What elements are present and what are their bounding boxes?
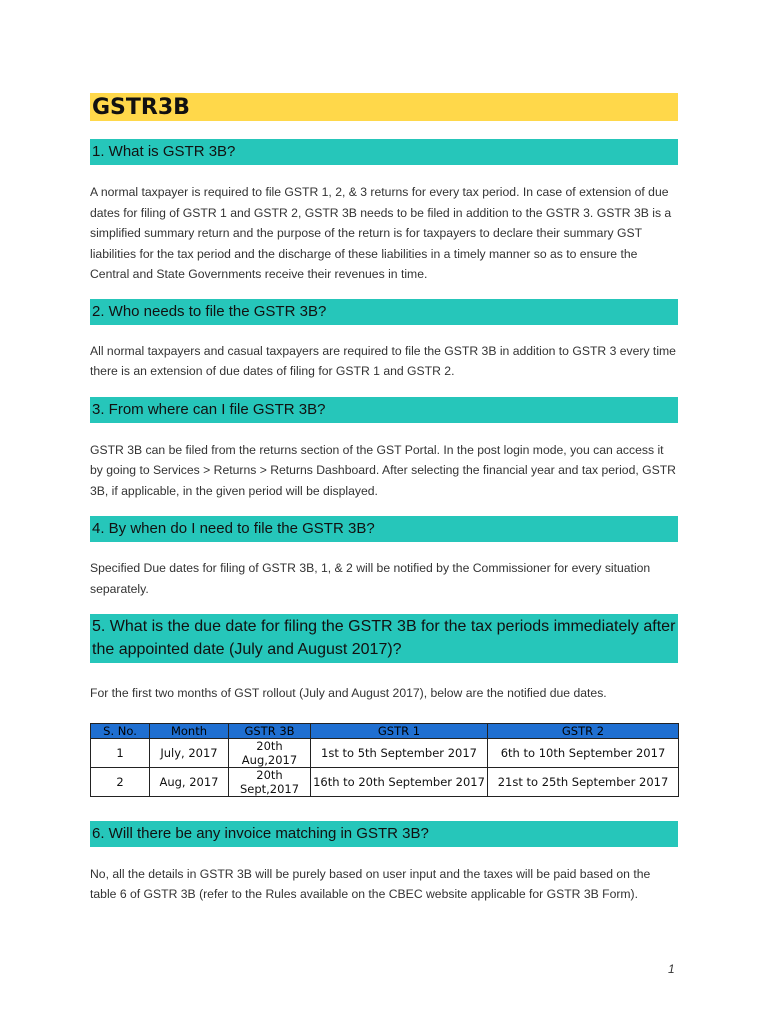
table-cell: 20th Sept,2017	[229, 767, 311, 796]
section-6-body: No, all the details in GSTR 3B will be purely based on user input and the taxes will be paid based on the table 6 of GSTR 3B (refer to the Rules available on the CBEC website applicable for GSTR 3B Form).	[90, 866, 651, 901]
table-header-cell: S. No.	[91, 723, 150, 738]
table-cell: 1st to 5th September 2017	[311, 738, 488, 767]
table-header-cell: GSTR 3B	[229, 723, 311, 738]
section-5-heading: 5. What is the due date for filing the GSTR 3B for the tax periods immediately after the appointed date (July and August 2017)?	[90, 614, 678, 663]
table-cell: 16th to 20th September 2017	[311, 767, 488, 796]
table-row	[91, 738, 679, 767]
table-header-cell: Month	[150, 723, 229, 738]
section-1-body: A normal taxpayer is required to file GSTR 1, 2, & 3 returns for every tax period. In case of extension of due dates for filing of GSTR 1 and GSTR 2, GSTR 3B needs to be filed in addition to the GSTR 3. GSTR 3B is a simplified summary return and the purpose of the return is for taxpayers to declare their summary GST liabilities for the tax period and the discharge of these liabilities in a timely manner so as to ensure the Central and State Governments receive their revenues in time.	[90, 185, 672, 281]
table-cell: 20th Aug,2017	[229, 738, 311, 767]
section-3-heading: 3. From where can I file GSTR 3B?	[90, 397, 678, 423]
document-page	[90, 93, 678, 905]
table-cell: July, 2017	[150, 738, 229, 767]
table-cell: 2	[91, 767, 150, 796]
section-2-heading: 2. Who needs to file the GSTR 3B?	[90, 299, 678, 325]
section-1-heading: 1. What is GSTR 3B?	[90, 139, 678, 165]
section-5-body: For the first two months of GST rollout (July and August 2017), below are the notified due dates.	[90, 686, 607, 700]
section-2-body: All normal taxpayers and casual taxpayers are required to file the GSTR 3B in addition to GSTR 3 every time there is an extension of due dates of filing for GSTR 1 and GSTR 2.	[90, 343, 676, 378]
section-6-heading: 6. Will there be any invoice matching in GSTR 3B?	[90, 821, 678, 847]
table-row	[91, 767, 679, 796]
table-cell: 21st to 25th September 2017	[488, 767, 679, 796]
table-cell: 6th to 10th September 2017	[488, 738, 679, 767]
table-cell: 1	[91, 738, 150, 767]
page-number: 1	[668, 962, 675, 976]
due-dates-table	[90, 723, 679, 797]
document-title: GSTR3B	[90, 93, 678, 121]
table-header-cell: GSTR 2	[488, 723, 679, 738]
table-header-cell: GSTR 1	[311, 723, 488, 738]
section-4-heading: 4. By when do I need to file the GSTR 3B?	[90, 516, 678, 542]
table-cell: Aug, 2017	[150, 767, 229, 796]
section-4-body: Specified Due dates for filing of GSTR 3B, 1, & 2 will be notified by the Commissioner for every situation separately.	[90, 561, 651, 596]
table-header-row	[91, 723, 679, 738]
section-3-body: GSTR 3B can be filed from the returns section of the GST Portal. In the post login mode, you can access it by going to Services > Returns > Returns Dashboard. After selecting the financial year and tax period, GSTR 3B, if applicable, in the given period will be displayed.	[90, 442, 676, 498]
